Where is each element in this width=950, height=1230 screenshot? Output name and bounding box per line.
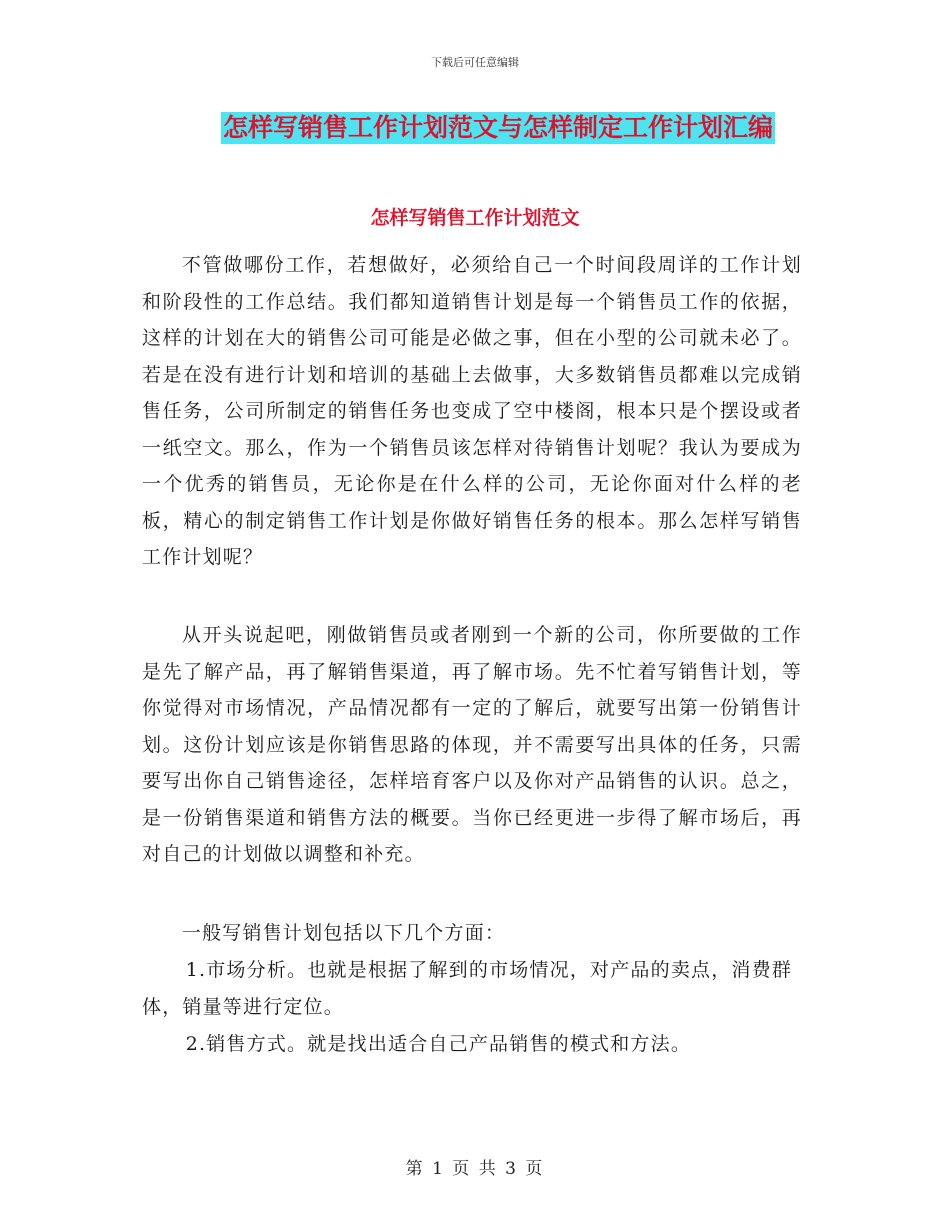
section-title: 怎样写销售工作计划范文 — [370, 207, 580, 229]
main-title-container — [0, 112, 950, 144]
page-header: 下载后可任意编辑 — [431, 56, 519, 69]
paragraph-getting-started: 从开头说起吧，刚做销售员或者刚到一个新的公司，你所要做的工作是先了解产品，再了解销售渠道，再了解市场。先不忙着写销售计划，等你觉得对市场情况，产品情况都有一定的了解后，就要写出第一份销售计划。这份计划应该是你销售思路的体现，并不需要写出具体的任务，只需要写出你自己销售途径，怎样培育客户以及你对产品销售的认识。总之，是一份销售渠道和销售方法的概要。当你已经更进一步得了解市场后，再对自己的计划做以调整和补充。 — [142, 624, 802, 865]
list-item-market-analysis: 1.市场分析。也就是根据了解到的市场情况，对产品的卖点，消费群体，销量等进行定位。 — [142, 959, 793, 1018]
page-number-footer: 第 1 页 共 3 页 — [405, 1159, 545, 1179]
list-item-sales-method: 2.销售方式。就是找出适合自己产品销售的模式和方法。 — [185, 1033, 692, 1055]
main-title: 怎样写销售工作计划范文与怎样制定工作计划汇编 — [222, 113, 773, 142]
paragraph-intro: 不管做哪份工作，若想做好，必须给自己一个时间段周详的工作计划和阶段性的工作总结。我们都知道销售计划是每一个销售员工作的依据，这样的计划在大的销售公司可能是必做之事，但在小型的公司就未必了。若是在没有进行计划和培训的基础上去做事，大多数销售员都难以完成销售任务，公司所制定的销售任务也变成了空中楼阁，根本只是个摆设或者一纸空文。那么，作为一个销售员该怎样对待销售计划呢？我认为要成为一个优秀的销售员，无论你是在什么样的公司，无论你面对什么样的老板，精心的制定销售工作计划是你做好销售任务的根本。那么怎样写销售工作计划呢？ — [142, 254, 802, 568]
paragraph-plan-aspects: 一般写销售计划包括以下几个方面： — [181, 922, 506, 944]
